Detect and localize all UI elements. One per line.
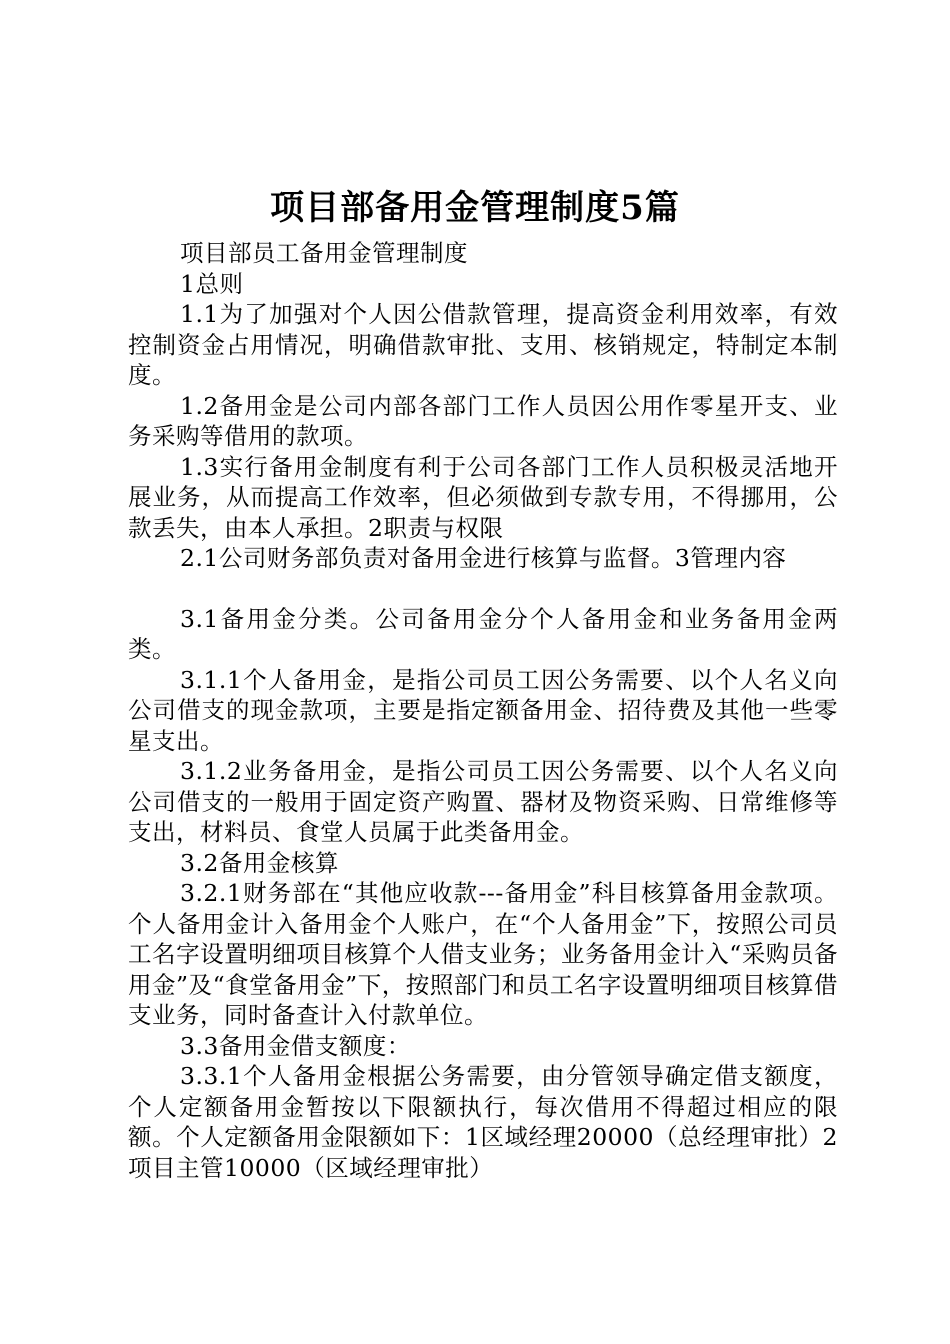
- paragraph-3-2-1: 3.2.1财务部在“其他应收款---备用金”科目核算备用金款项。个人备用金计入备用金个人账户，在“个人备用金”下，按照公司员工名字设置明细项目核算个人借支业务；业务备用金计入“采购员备用金”及“食堂备用金”下，按照部门和员工名字设置明细项目核算借支业务，同时备查计入付款单位。: [128, 879, 838, 1029]
- paragraph-subtitle: 项目部员工备用金管理制度: [180, 239, 468, 267]
- paragraph-1-2: 1.2备用金是公司内部各部门工作人员因公用作零星开支、业务采购等借用的款项。: [128, 391, 838, 450]
- document-title: 项目部备用金管理制度5篇: [270, 188, 680, 228]
- paragraph-3-1-2: 3.1.2业务备用金，是指公司员工因公务需要、以个人名义向公司借支的一般用于固定资产购置、器材及物资采购、日常维修等支出，材料员、食堂人员属于此类备用金。: [128, 757, 838, 846]
- paragraph-3-3-1: 3.3.1个人备用金根据公务需要，由分管领导确定借支额度，个人定额备用金暂按以下限额执行，每次借用不得超过相应的限额。个人定额备用金限额如下：1区域经理20000（总经理审批）2项目主管10000（区域经理审批）: [128, 1062, 838, 1182]
- paragraph-3-1-1: 3.1.1个人备用金，是指公司员工因公务需要、以个人名义向公司借支的现金款项，主要是指定额备用金、招待费及其他一些零星支出。: [128, 665, 838, 755]
- paragraph-3-2-heading: 3.2备用金核算: [180, 848, 339, 877]
- paragraph-1-1: 1.1为了加强对个人因公借款管理，提高资金利用效率，有效控制资金占用情况，明确借款审批、支用、核销规定，特制定本制度。: [128, 300, 838, 389]
- paragraph-3-1: 3.1备用金分类。公司备用金分个人备用金和业务备用金两类。: [128, 604, 838, 663]
- paragraph-2-1: 2.1公司财务部负责对备用金进行核算与监督。3管理内容: [180, 544, 787, 572]
- paragraph-3-3-heading: 3.3备用金借支额度：: [180, 1031, 411, 1060]
- paragraph-1-3: 1.3实行备用金制度有利于公司各部门工作人员积极灵活地开展业务，从而提高工作效率，但必须做到专款专用，不得挪用，公款丢失，由本人承担。2职责与权限: [128, 452, 838, 542]
- document-body: [128, 238, 838, 1183]
- paragraph-section-1-heading: 1总则: [180, 269, 244, 298]
